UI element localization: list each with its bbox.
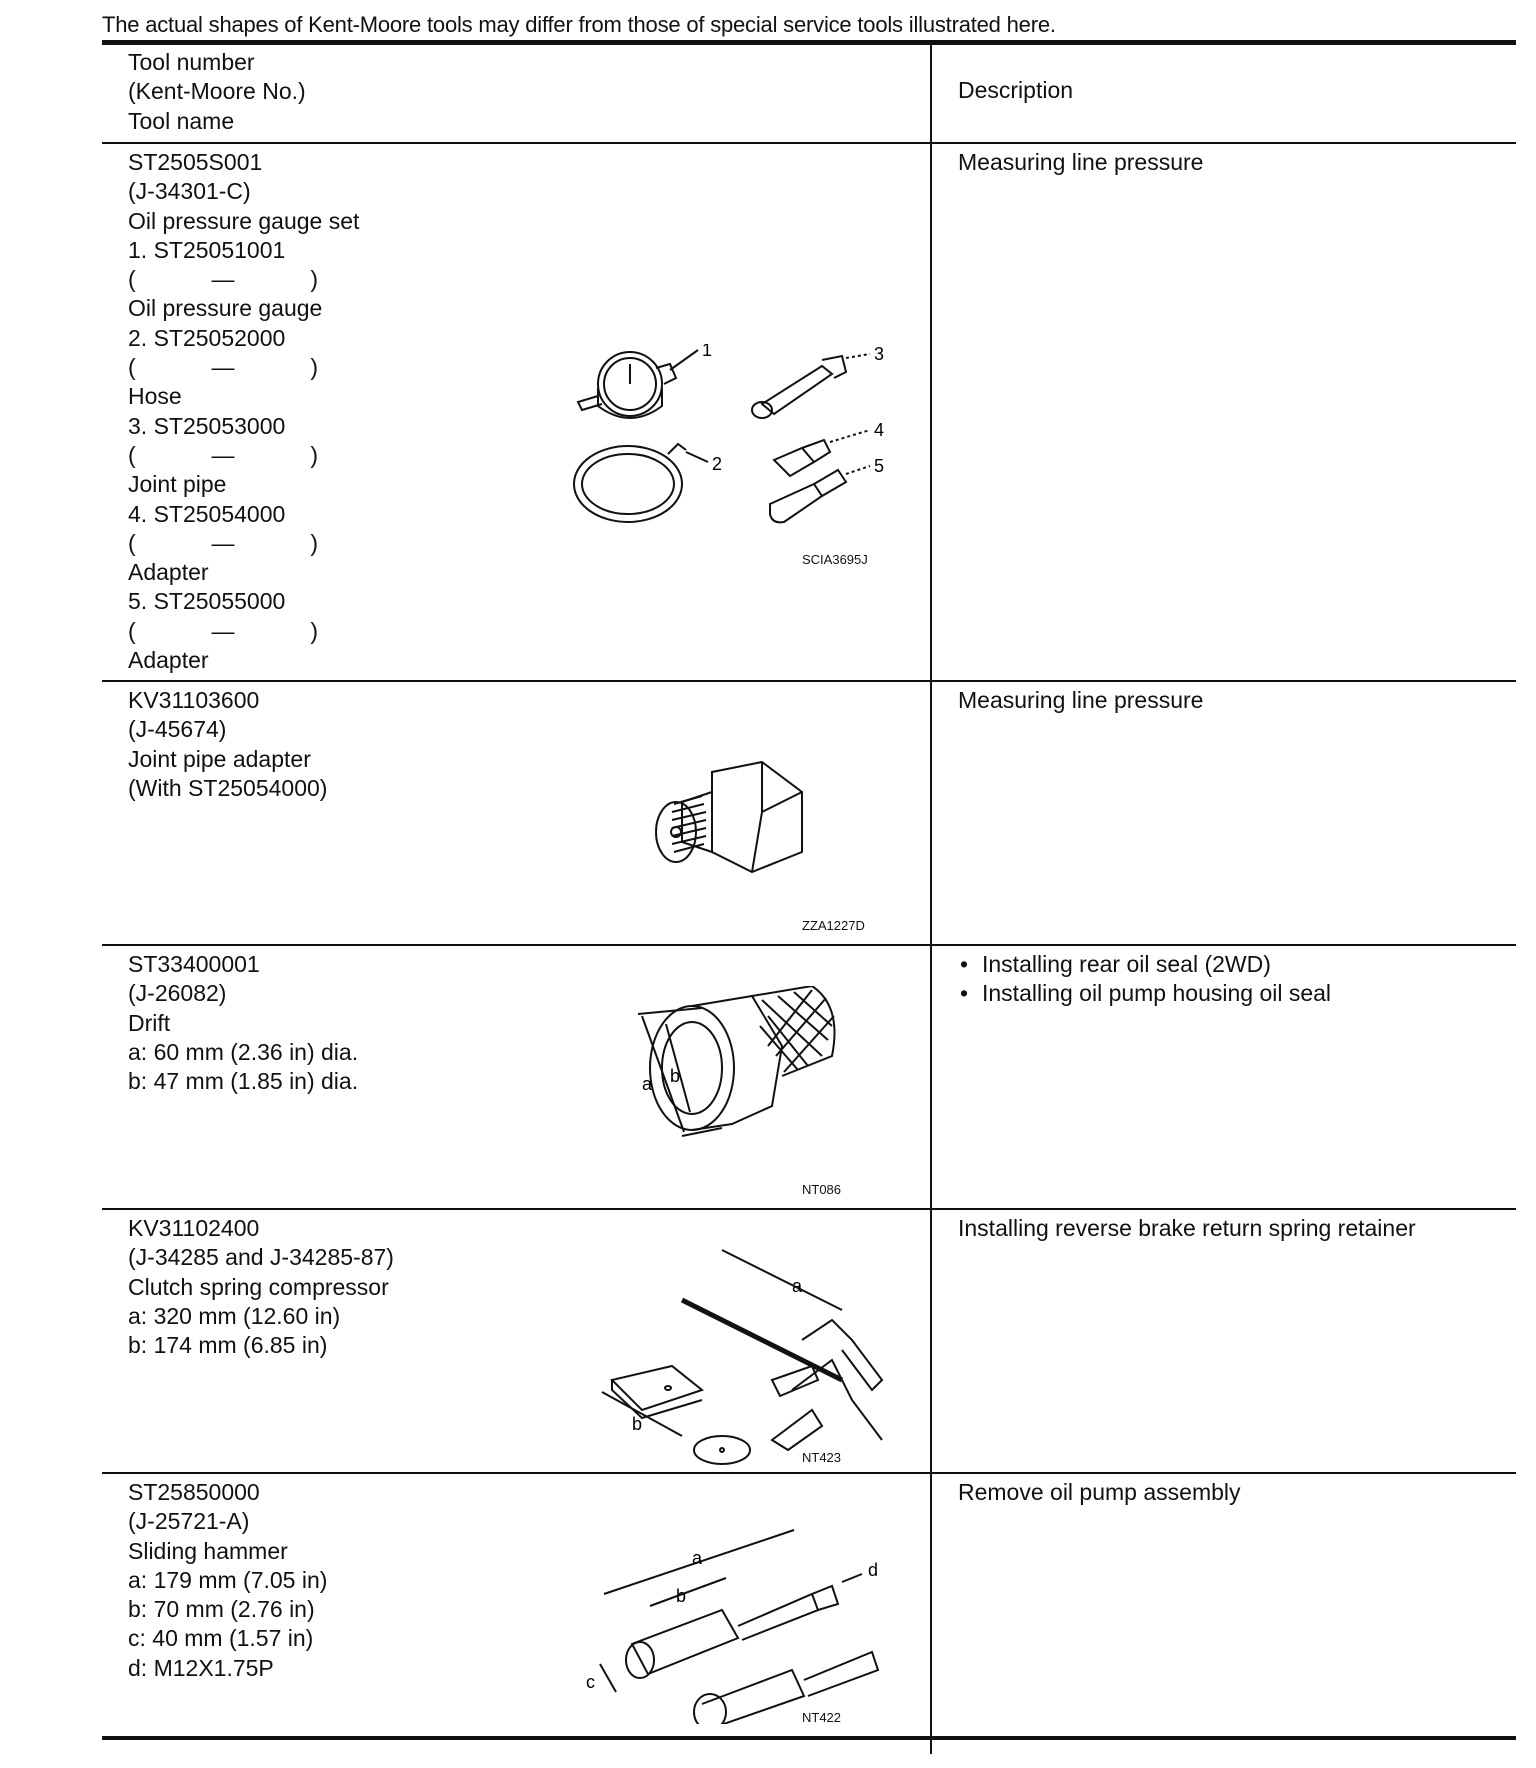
- figure-code: SCIA3695J: [802, 552, 868, 567]
- callout-4: 4: [874, 420, 885, 440]
- table-row: [102, 1474, 1516, 1740]
- callout-a: a: [642, 1074, 653, 1094]
- tool-info: ST2505S001 (J-34301-C) Oil pressure gauge set 1. ST25051001 ( — ) Oil pressure gauge 2. ST25052000 ( — ) Hose 3. ST25053000 ( — ) Joint pipe 4. ST25054000 ( — ) Adapter 5. ST25055000 ( — ) Adapter: [128, 149, 360, 674]
- callout-3: 3: [874, 344, 885, 364]
- header-tool-column: Tool number (Kent-Moore No.) Tool name: [128, 49, 306, 134]
- callout-d: d: [868, 1560, 879, 1580]
- callout-b: b: [632, 1414, 643, 1434]
- tool-info: ST25850000 (J-25721-A) Sliding hammer a: 179 mm (7.05 in) b: 70 mm (2.76 in) c: 40 mm (1.57 in) d: M12X1.75P: [128, 1479, 328, 1681]
- tool-description: • Installing rear oil seal (2WD) • Installing oil pump housing oil seal: [958, 950, 1331, 1009]
- page-note: The actual shapes of Kent-Moore tools may differ from those of special service tools illustrated here.: [102, 12, 1056, 37]
- drift-illustration: [602, 986, 862, 1166]
- callout-b: b: [676, 1586, 687, 1606]
- table-row: [102, 682, 1516, 946]
- header-description: Description: [958, 77, 1074, 103]
- callout-1: 1: [702, 344, 713, 360]
- tool-info: KV31103600 (J-45674) Joint pipe adapter (With ST25054000): [128, 687, 328, 801]
- tool-info: KV31102400 (J-34285 and J-34285-87) Clutch spring compressor a: 320 mm (12.60 in) b: 174 mm (6.85 in): [128, 1215, 394, 1359]
- table-row: [102, 946, 1516, 1210]
- tool-description: Remove oil pump assembly: [958, 1479, 1241, 1505]
- callout-c: c: [586, 1672, 595, 1692]
- tool-description: Measuring line pressure: [958, 687, 1204, 713]
- table-row: [102, 1210, 1516, 1474]
- callout-b: b: [670, 1066, 681, 1086]
- tool-info: ST33400001 (J-26082) Drift a: 60 mm (2.36 in) dia. b: 47 mm (1.85 in) dia.: [128, 951, 359, 1095]
- joint-pipe-adapter-illustration: [612, 752, 832, 912]
- callout-a: a: [792, 1276, 803, 1296]
- table-row: [102, 144, 1516, 682]
- sliding-hammer-illustration: [542, 1514, 902, 1724]
- figure-code: NT423: [802, 1450, 842, 1465]
- figure-code: NT422: [802, 1710, 842, 1725]
- tool-description: Measuring line pressure: [958, 149, 1204, 175]
- figure-code: ZZA1227D: [802, 918, 865, 933]
- clutch-spring-compressor-illustration: [552, 1240, 892, 1470]
- callout-a: a: [692, 1548, 703, 1568]
- figure-code: NT086: [802, 1182, 842, 1197]
- tool-description: Installing reverse brake return spring retainer: [958, 1215, 1416, 1241]
- callout-2: 2: [712, 454, 723, 474]
- table-header-row: [102, 44, 1516, 144]
- oil-pressure-gauge-set-illustration: [552, 344, 912, 584]
- callout-5: 5: [874, 456, 885, 476]
